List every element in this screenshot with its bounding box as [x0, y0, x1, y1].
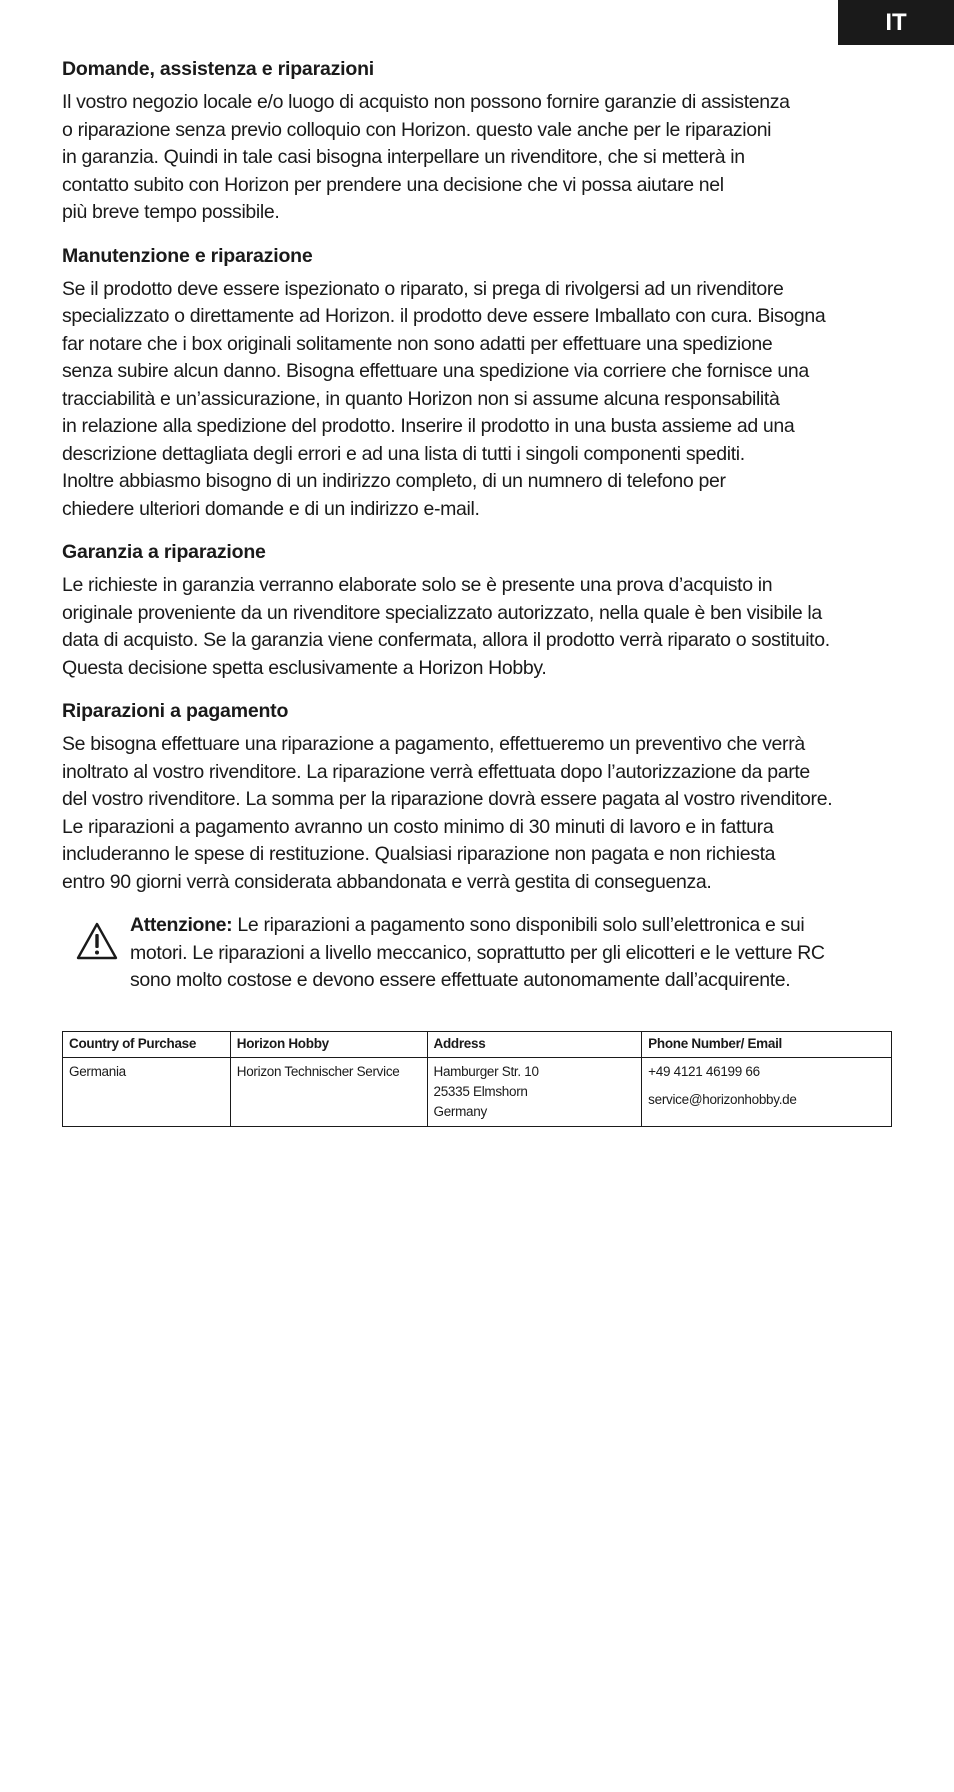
- cell-phone-email: [642, 1057, 892, 1126]
- section-text-domande: [62, 89, 892, 227]
- text-line: contatto subito con Horizon per prendere una decisione che vi possa aiutare nel: [62, 173, 724, 196]
- table-header-row: [63, 1031, 892, 1057]
- text-line: descrizione dettagliata degli errori e ad una lista di tutti i singoli componenti spediti.: [62, 442, 745, 465]
- text-line: Il vostro negozio locale e/o luogo di acquisto non possono fornire garanzie di assistenza: [62, 91, 790, 113]
- header-phone-email: Phone Number/ Email: [642, 1031, 892, 1057]
- section-title-domande: Domande, assistenza e riparazioni: [62, 58, 375, 80]
- warning-text: Le riparazioni a pagamento sono disponibili solo sull’elettronica e sui: [232, 914, 805, 936]
- text-line: Inoltre abbiasmo bisogno di un indirizzo completo, di un numnero di telefono per: [62, 470, 726, 492]
- section-text-garanzia: [62, 572, 892, 682]
- text-line: far notare che i box originali solitamente non sono adatti per effettuare una spedizione: [62, 332, 773, 355]
- cell-company: Horizon Technischer Service: [230, 1057, 427, 1126]
- text-line: Se bisogna effettuare una riparazione a pagamento, effettueremo un preventivo che verrà: [62, 733, 805, 755]
- cell-address: [427, 1057, 642, 1126]
- text-line: Se il prodotto deve essere ispezionato o riparato, si prega di rivolgersi ad un rivenditore: [62, 277, 784, 300]
- section-title-riparazioni-pagamento: Riparazioni a pagamento: [62, 700, 289, 722]
- text-line: senza subire alcun danno. Bisogna effettuare una spedizione via corriere che fornisce una: [62, 360, 809, 382]
- header-company: Horizon Hobby: [230, 1031, 427, 1057]
- text-line: chiedere ulteriori domande e di un indirizzo e-mail.: [62, 497, 480, 520]
- address-country: Germany: [433, 1103, 487, 1119]
- text-line: o riparazione senza previo colloquio con Horizon. questo vale anche per le riparazioni: [62, 118, 772, 141]
- warning-triangle-icon: [76, 922, 118, 960]
- warning-label: Attenzione:: [130, 914, 233, 936]
- document-body: [62, 56, 892, 1127]
- text-line: del vostro rivenditore. La somma per la riparazione dovrà essere pagata al vostro rivenditore.: [62, 788, 833, 810]
- section-text-riparazioni-pagamento: [62, 731, 892, 896]
- text-line: tracciabilità e un’assicurazione, in quanto Horizon non si assume alcuna responsabilità: [62, 387, 780, 410]
- section-text-manutenzione: [62, 276, 892, 524]
- text-line: data di acquisto. Se la garanzia viene confermata, allora il prodotto verrà riparato o sostituito.: [62, 629, 830, 651]
- address-city: 25335 Elmshorn: [433, 1083, 528, 1099]
- text-line: in garanzia. Quindi in tale casi bisogna interpellare un rivenditore, che si metterà in: [62, 146, 745, 168]
- header-country: Country of Purchase: [63, 1031, 231, 1057]
- text-line: Le riparazioni a pagamento avranno un costo minimo di 30 minuti di lavoro e in fattura: [62, 815, 774, 838]
- text-line: Le richieste in garanzia verranno elaborate solo se è presente una prova d’acquisto in: [62, 574, 773, 596]
- warning-line: sono molto costose e devono essere effettuate autonomamente dall’acquirente.: [130, 969, 791, 991]
- address-street: Hamburger Str. 10: [433, 1063, 539, 1079]
- text-line: includeranno le spese di restituzione. Qualsiasi riparazione non pagata e non richiesta: [62, 843, 776, 865]
- email-address: service@horizonhobby.de: [648, 1091, 797, 1107]
- section-title-garanzia: Garanzia a riparazione: [62, 541, 266, 563]
- text-line: più breve tempo possibile.: [62, 201, 280, 223]
- table-row: [63, 1057, 892, 1126]
- section-title-manutenzione: Manutenzione e riparazione: [62, 244, 313, 267]
- header-address: Address: [427, 1031, 642, 1057]
- text-line: in relazione alla spedizione del prodotto. Inserire il prodotto in una busta assieme ad una: [62, 415, 795, 437]
- warning-line: [130, 912, 892, 940]
- phone-number: +49 4121 46199 66: [648, 1063, 760, 1079]
- language-tab: IT: [838, 0, 954, 45]
- text-line: specializzato o direttamente ad Horizon. il prodotto deve essere Imballato con cura. Bisogna: [62, 305, 826, 327]
- text-line: entro 90 giorni verrà considerata abbandonata e verrà gestita di conseguenza.: [62, 870, 712, 893]
- text-line: originale proveniente da un rivenditore specializzato autorizzato, nella quale è ben visibile la: [62, 601, 822, 624]
- contact-table: [62, 1031, 892, 1127]
- text-line: inoltrato al vostro rivenditore. La riparazione verrà effettuata dopo l’autorizzazione da parte: [62, 760, 810, 783]
- warning-line: motori. Le riparazioni a livello meccanico, soprattutto per gli elicotteri e le vetture RC: [130, 941, 825, 964]
- text-line: Questa decisione spetta esclusivamente a Horizon Hobby.: [62, 656, 547, 679]
- warning-note: [62, 912, 892, 995]
- cell-country: Germania: [63, 1057, 231, 1126]
